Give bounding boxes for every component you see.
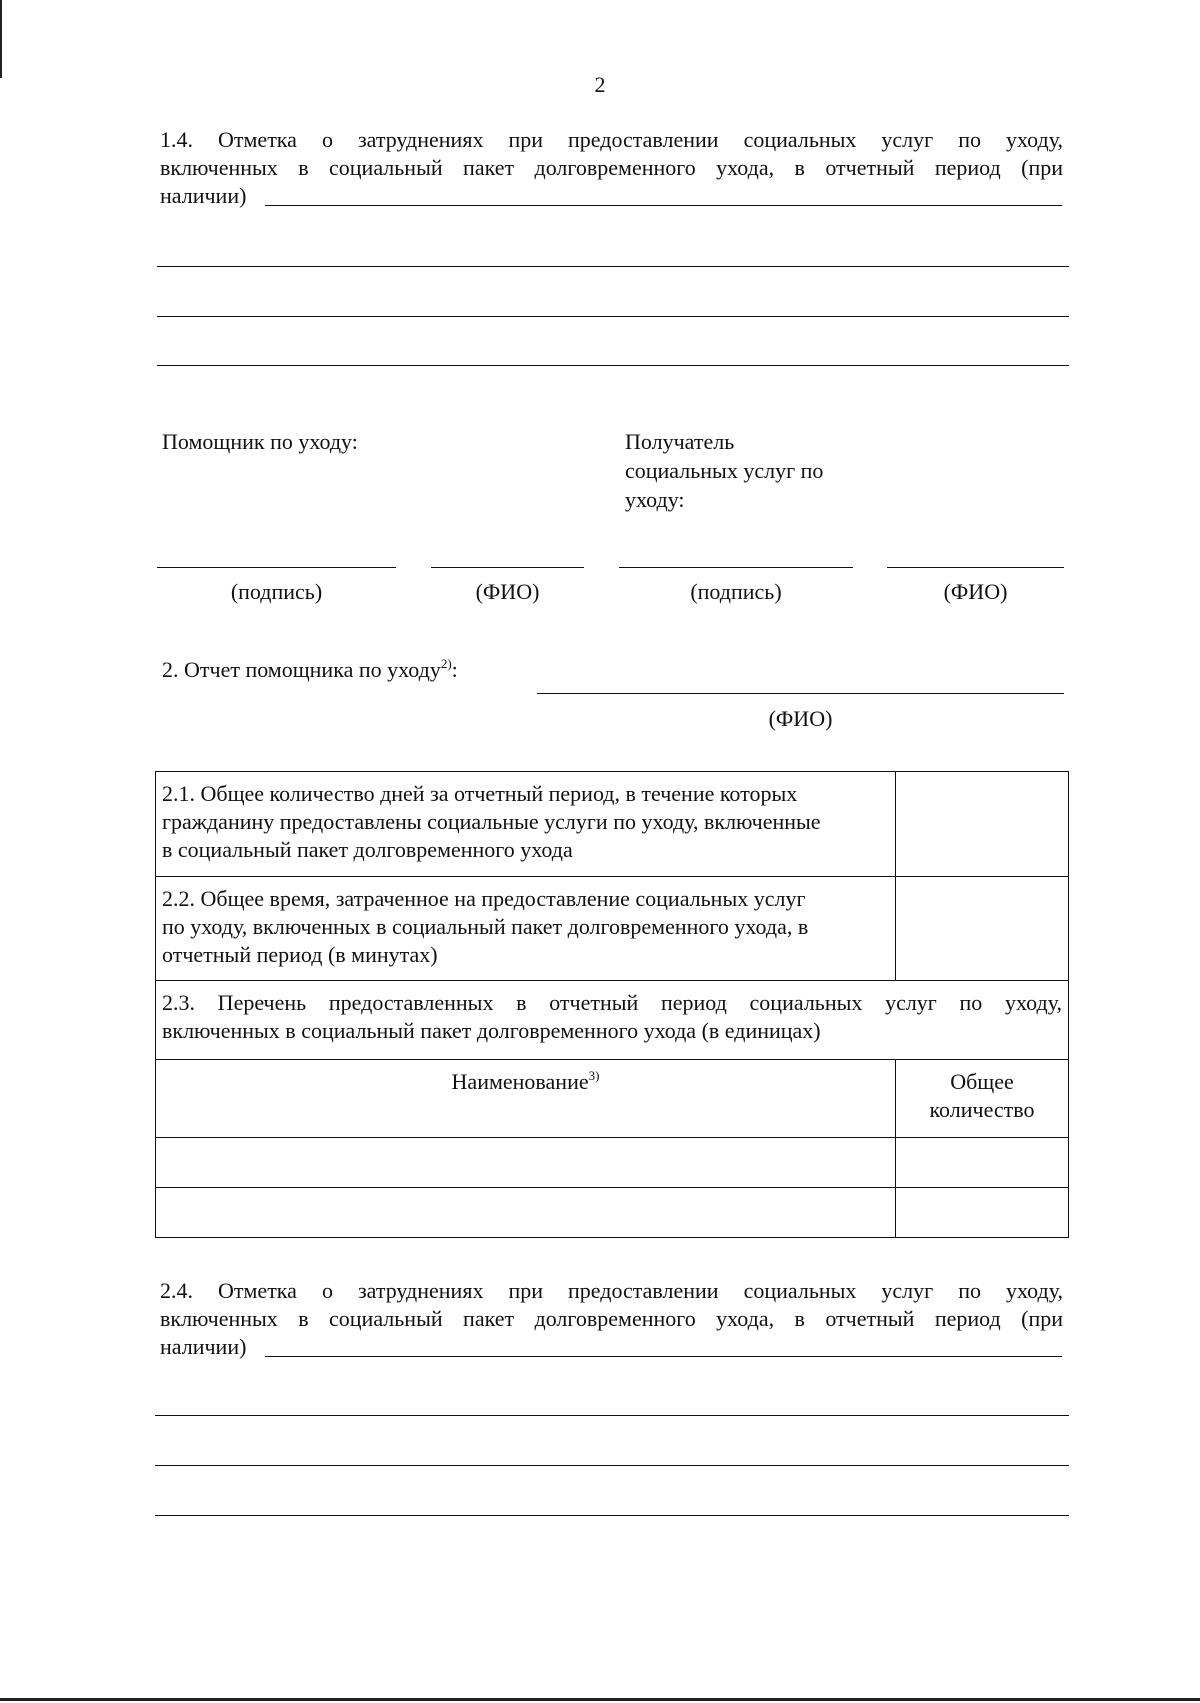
service-total-cell[interactable]	[896, 1138, 1069, 1188]
section-1-4-line: наличии)	[160, 183, 247, 208]
recipient-label-line: Получатель	[625, 429, 735, 454]
assistant-label: Помощник по уходу:	[162, 429, 358, 454]
table-row	[156, 772, 1069, 877]
service-total-cell[interactable]	[896, 1188, 1069, 1238]
column-header-total-line: количество	[929, 1097, 1035, 1122]
row-2-1-value-cell[interactable]	[896, 772, 1069, 877]
footnote-ref: 3)	[588, 1068, 600, 1083]
assistant-signature-line[interactable]	[157, 567, 396, 568]
service-name-cell[interactable]	[156, 1188, 896, 1238]
footnote-ref: 2)	[440, 656, 452, 671]
section-2-fio-line[interactable]	[537, 693, 1064, 694]
column-header-name	[156, 1060, 896, 1138]
section-2-4-fill-line[interactable]	[155, 1415, 1069, 1416]
scan-edge-mark	[0, 0, 2, 78]
section-1-4-line: 1.4. Отметка о затруднениях при предоставлении социальных услуг по уходу,	[160, 127, 1063, 152]
section-1-4-fill-line[interactable]	[157, 266, 1069, 267]
row-2-2-label	[156, 877, 896, 981]
report-table	[155, 771, 1069, 1238]
section-1-4-fill-line[interactable]	[157, 316, 1069, 317]
scan-bottom-edge	[0, 1698, 1200, 1701]
table-row	[156, 1138, 1069, 1188]
assistant-signature-caption: (подпись)	[230, 579, 323, 604]
row-2-3-line: 2.3. Перечень предоставленных в отчетный период социальных услуг по уходу,	[162, 990, 1062, 1015]
section-2-title-text: 2. Отчет помощника по уходу	[162, 657, 441, 682]
row-2-3-line: включенных в социальный пакет долговременного ухода (в единицах)	[162, 1018, 821, 1043]
row-2-2-line: отчетный период (в минутах)	[162, 942, 438, 967]
table-row	[156, 877, 1069, 981]
column-header-total	[896, 1060, 1069, 1138]
section-2-title-colon: :	[451, 657, 458, 682]
assistant-fio-caption: (ФИО)	[475, 579, 540, 604]
section-1-4-fill-line[interactable]	[265, 205, 1062, 206]
section-2-4-line: включенных в социальный пакет долговременного ухода, в отчетный период (при	[160, 1306, 1063, 1331]
recipient-fio-line[interactable]	[887, 567, 1064, 568]
section-2-4-text	[160, 1277, 1063, 1361]
assistant-fio-line[interactable]	[431, 567, 584, 568]
section-2-4-fill-line[interactable]	[155, 1515, 1069, 1516]
row-2-1-label	[156, 772, 896, 877]
service-name-cell[interactable]	[156, 1138, 896, 1188]
section-1-4-line: включенных в социальный пакет долговременного ухода, в отчетный период (при	[160, 155, 1063, 180]
recipient-label	[625, 427, 823, 514]
row-2-3-label	[156, 981, 1069, 1060]
table-row	[156, 1188, 1069, 1238]
column-header-name-text: Наименование	[451, 1069, 589, 1094]
column-header-total-line: Общее	[950, 1069, 1014, 1094]
recipient-signature-caption: (подпись)	[690, 579, 782, 604]
section-2-title	[162, 656, 458, 684]
row-2-1-line: в социальный пакет долговременного ухода	[162, 837, 573, 862]
row-2-1-line: гражданину предоставлены социальные услуги по уходу, включенные	[162, 809, 821, 834]
section-2-4-line: наличии)	[160, 1334, 247, 1359]
section-2-4-line: 2.4. Отметка о затруднениях при предоставлении социальных услуг по уходу,	[160, 1278, 1063, 1303]
recipient-signature-line[interactable]	[619, 567, 853, 568]
recipient-fio-caption: (ФИО)	[943, 579, 1008, 604]
page-number: 2	[594, 72, 606, 97]
section-2-4-fill-line[interactable]	[155, 1465, 1069, 1466]
row-2-2-value-cell[interactable]	[896, 877, 1069, 981]
recipient-label-line: социальных услуг по	[625, 458, 824, 483]
section-1-4-text	[160, 126, 1063, 210]
table-row	[156, 981, 1069, 1060]
row-2-2-line: 2.2. Общее время, затраченное на предоставление социальных услуг	[162, 886, 806, 911]
section-1-4-fill-line[interactable]	[157, 365, 1069, 366]
row-2-2-line: по уходу, включенных в социальный пакет долговременного ухода, в	[162, 914, 809, 939]
section-2-fio-caption: (ФИО)	[768, 706, 833, 731]
section-2-4-fill-line[interactable]	[265, 1356, 1062, 1357]
row-2-1-line: 2.1. Общее количество дней за отчетный период, в течение которых	[162, 781, 798, 806]
recipient-label-line: уходу:	[625, 487, 685, 512]
table-header-row	[156, 1060, 1069, 1138]
